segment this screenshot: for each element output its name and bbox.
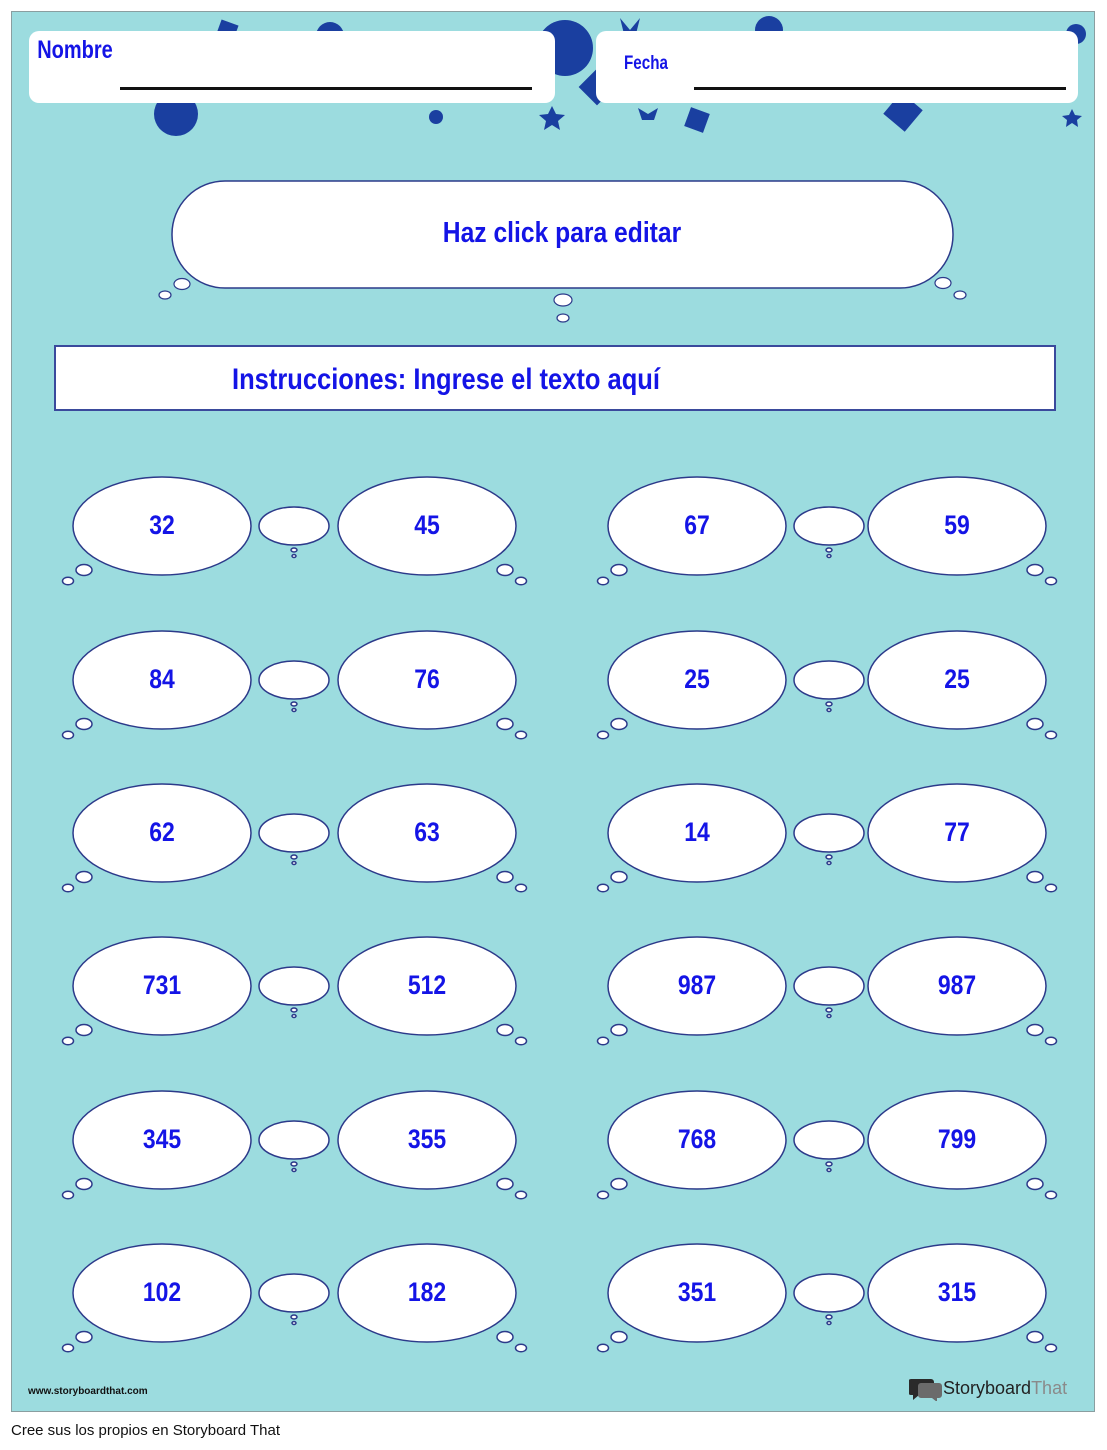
storyboardthat-logo [909, 1374, 1067, 1402]
bubble-tail-dot [611, 1025, 627, 1036]
number-left[interactable]: 731 [142, 970, 182, 1000]
bubble-tail-dot [1027, 1179, 1043, 1190]
bubble-tail-dot [516, 731, 527, 739]
bubble-tail-dot [63, 1191, 74, 1199]
number-left[interactable]: 102 [142, 1277, 182, 1307]
number-right[interactable]: 63 [414, 817, 440, 847]
bubble-tail-dot [598, 1344, 609, 1352]
bubble-tail-dot [497, 1025, 513, 1036]
bubble-tail-dot [611, 1179, 627, 1190]
bubble-tail-dot [292, 1322, 296, 1325]
bubble-tail-dot [826, 1162, 832, 1166]
bubble-tail-dot [76, 1025, 92, 1036]
bubble-tail-dot [291, 1162, 297, 1166]
bubble-tail-dot [292, 555, 296, 558]
number-left[interactable]: 345 [142, 1124, 182, 1154]
answer-input[interactable] [261, 1276, 327, 1310]
bubble-tail-dot [1046, 884, 1057, 892]
bubble-tail-dot [292, 1015, 296, 1018]
number-right[interactable]: 77 [944, 817, 970, 847]
bubble-tail-dot [826, 1315, 832, 1319]
bubble-tail-dot [611, 1332, 627, 1343]
bubble-tail-dot [497, 565, 513, 576]
bubble-tail-dot [76, 565, 92, 576]
number-right[interactable]: 315 [937, 1277, 977, 1307]
bubble-tail-dot [516, 577, 527, 585]
bubble-tail-dot [1027, 565, 1043, 576]
bubble-tail-dot [291, 1008, 297, 1012]
answer-input[interactable] [796, 816, 862, 850]
number-right[interactable]: 76 [414, 664, 440, 694]
bubble-tail-dot [611, 565, 627, 576]
bubble-tail-dot [827, 1169, 831, 1172]
bubble-tail-dot [598, 577, 609, 585]
footer-url[interactable]: www.storyboardthat.com [28, 1386, 148, 1397]
bubble-tail-dot [1046, 577, 1057, 585]
brand-name: StoryboardThat [943, 1377, 1068, 1398]
bubble-tail-dot [63, 1037, 74, 1045]
number-right[interactable]: 987 [937, 970, 977, 1000]
instructions-text: Instrucciones: Ingrese el texto aquí [232, 363, 660, 396]
bubble-tail-dot [1027, 872, 1043, 883]
bubble-tail-dot [291, 855, 297, 859]
bubble-tail-dot [827, 862, 831, 865]
answer-input[interactable] [796, 509, 862, 543]
bubble-tail-dot [516, 1037, 527, 1045]
bubble-tail-dot [1046, 1037, 1057, 1045]
answer-input[interactable] [261, 1123, 327, 1157]
bubble-tail-dot [291, 1315, 297, 1319]
bubble-tail-dot [63, 577, 74, 585]
bubble-tail-dot [1046, 731, 1057, 739]
number-left[interactable]: 987 [677, 970, 717, 1000]
answer-input[interactable] [261, 509, 327, 543]
number-left[interactable]: 768 [677, 1124, 717, 1154]
bubble-tail-dot [76, 1332, 92, 1343]
bubble-tail-dot [76, 1179, 92, 1190]
number-left[interactable]: 25 [684, 664, 710, 694]
number-left[interactable]: 84 [149, 664, 175, 694]
bubble-tail-dot [827, 555, 831, 558]
bubble-tail-dot [291, 702, 297, 706]
bubble-tail-dot [292, 862, 296, 865]
number-right[interactable]: 25 [944, 664, 970, 694]
bubble-tail-dot [497, 1332, 513, 1343]
bubble-tail-dot [63, 884, 74, 892]
bubble-tail-dot [611, 719, 627, 730]
answer-input[interactable] [261, 969, 327, 1003]
bubble-tail-dot [516, 884, 527, 892]
number-right[interactable]: 512 [407, 970, 447, 1000]
bubble-tail-dot [1046, 1191, 1057, 1199]
bubble-tail-dot [826, 855, 832, 859]
comparison-bubbles [12, 12, 1095, 1412]
number-left[interactable]: 62 [149, 817, 175, 847]
answer-input[interactable] [796, 1123, 862, 1157]
bubble-tail-dot [826, 548, 832, 552]
answer-input[interactable] [796, 663, 862, 697]
number-left[interactable]: 351 [677, 1277, 717, 1307]
bubble-tail-dot [827, 1015, 831, 1018]
answer-input[interactable] [261, 663, 327, 697]
bubble-tail-dot [598, 884, 609, 892]
answer-input[interactable] [261, 816, 327, 850]
bubble-tail-dot [63, 1344, 74, 1352]
bubble-tail-dot [516, 1344, 527, 1352]
bubble-tail-dot [826, 702, 832, 706]
bubble-tail-dot [1027, 1332, 1043, 1343]
bubble-tail-dot [1027, 1025, 1043, 1036]
bubble-tail-dot [611, 872, 627, 883]
bubble-tail-dot [291, 548, 297, 552]
bubble-tail-dot [1046, 1344, 1057, 1352]
bubble-tail-dot [292, 709, 296, 712]
bubble-tail-dot [63, 731, 74, 739]
answer-input[interactable] [796, 1276, 862, 1310]
number-right[interactable]: 182 [407, 1277, 447, 1307]
number-left[interactable]: 32 [149, 510, 175, 540]
bubble-tail-dot [598, 1037, 609, 1045]
answer-input[interactable] [796, 969, 862, 1003]
bubble-tail-dot [1027, 719, 1043, 730]
bubble-tail-dot [76, 872, 92, 883]
bubble-tail-dot [827, 709, 831, 712]
bubble-tail-dot [827, 1322, 831, 1325]
credit-text: Cree sus los propios en Storyboard That [11, 1422, 281, 1439]
bubble-tail-dot [826, 1008, 832, 1012]
bubble-tail-dot [598, 731, 609, 739]
date-label: Fecha [624, 53, 668, 74]
number-right[interactable]: 799 [937, 1124, 977, 1154]
bubble-tail-dot [76, 719, 92, 730]
number-right[interactable]: 355 [407, 1124, 447, 1154]
bubble-tail-dot [497, 1179, 513, 1190]
number-right[interactable]: 59 [944, 510, 970, 540]
worksheet-title[interactable]: Haz click para editar [442, 217, 682, 249]
number-right[interactable]: 45 [414, 510, 440, 540]
bubble-tail-dot [598, 1191, 609, 1199]
bubble-tail-dot [292, 1169, 296, 1172]
name-label: Nombre [37, 36, 113, 64]
number-left[interactable]: 67 [684, 510, 710, 540]
bubble-tail-dot [497, 719, 513, 730]
bubble-tail-dot [516, 1191, 527, 1199]
bubble-tail-dot [497, 872, 513, 883]
speech-bubble-icon [909, 1375, 943, 1401]
number-left[interactable]: 14 [684, 817, 710, 847]
worksheet-page [11, 11, 1095, 1412]
